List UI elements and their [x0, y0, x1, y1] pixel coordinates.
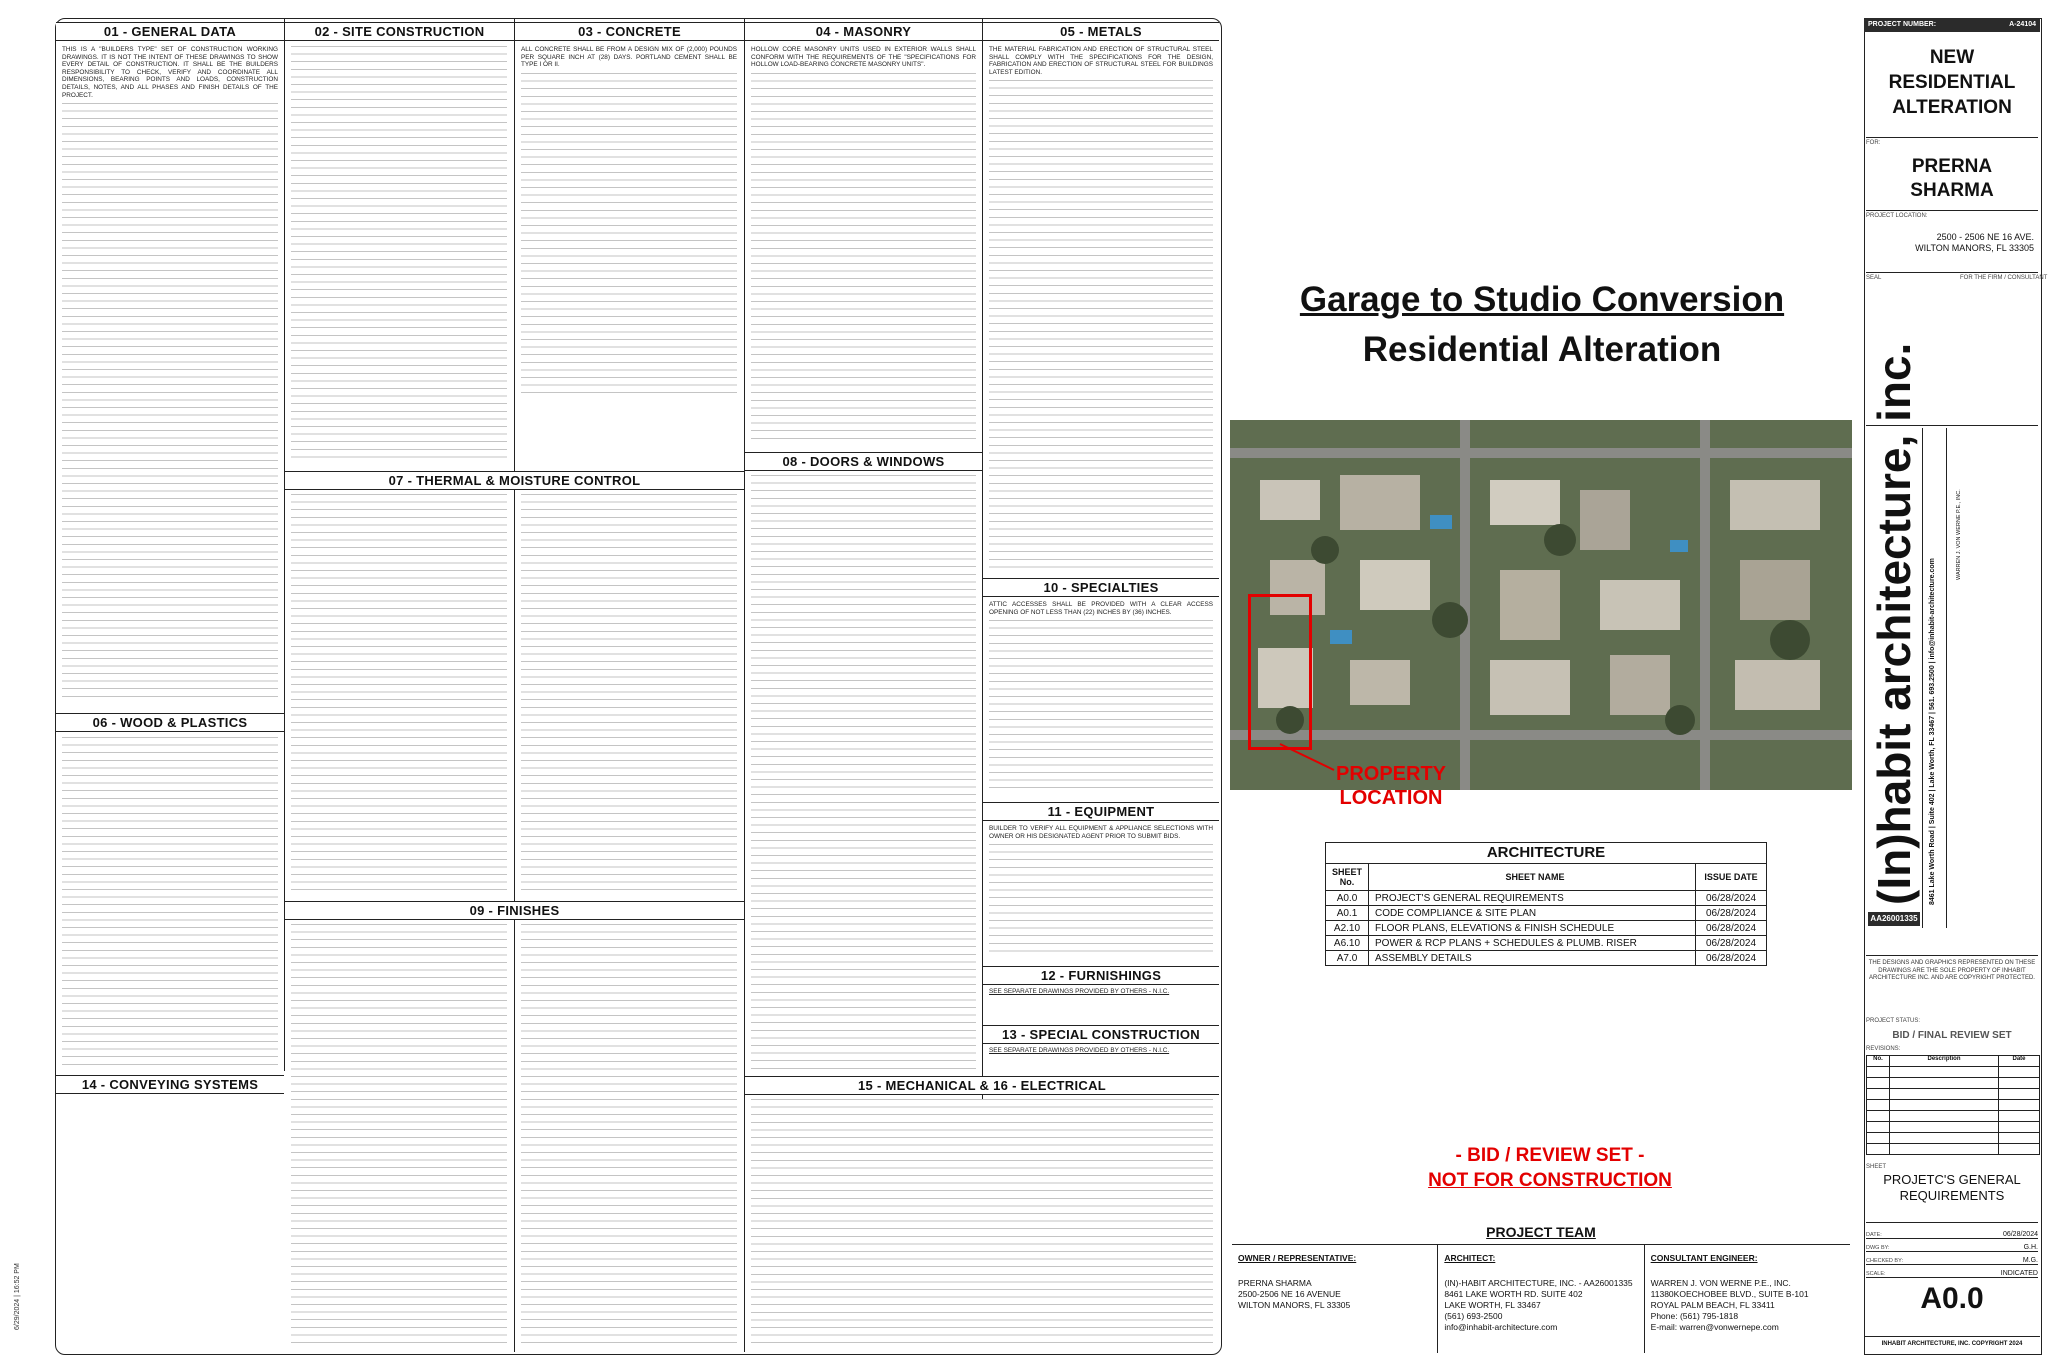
rev-col-desc: Description — [1890, 1056, 1999, 1066]
revisions-label: REVISIONS: — [1866, 1046, 1901, 1052]
sheet-number: A0.0 — [1920, 1282, 1984, 1315]
revision-row — [1867, 1100, 2039, 1111]
architect-role: ARCHITECT: — [1444, 1253, 1496, 1263]
aerial-photo — [1230, 420, 1852, 790]
divider — [284, 469, 285, 1071]
firm-logo: (In)habit architecture, inc. — [1868, 342, 1920, 905]
issue-date: 06/28/2024 — [1705, 892, 1757, 904]
divider — [744, 19, 745, 1352]
copyright-note: THE DESIGNS AND GRAPHICS REPRESENTED ON THESE DRAWINGS ARE THE SOLE PROPERTY OF INHABIT ARCHITECTURE INC. AND ARE COPYRIGHT PROTECTED. — [1868, 960, 2036, 981]
issue-date: 06/28/2024 — [1705, 907, 1757, 919]
bid-review-notice — [1330, 1143, 1770, 1193]
issue-date: 06/28/2024 — [1705, 952, 1757, 964]
sheet-no: A2.10 — [1326, 921, 1369, 935]
bid-line1: - BID / REVIEW SET - — [1455, 1145, 1645, 1166]
section-title-furnishings: 12 - FURNISHINGS — [983, 966, 1219, 985]
metals-notes — [989, 46, 1213, 571]
section-title-site: 02 - SITE CONSTRUCTION — [285, 22, 514, 41]
consultant-stamp: WARREN J. VON WERNE P.E., INC. — [1956, 489, 1962, 580]
section-title-special-construction: 13 - SPECIAL CONSTRUCTION — [983, 1025, 1219, 1044]
section-title-wood: 06 - WOOD & PLASTICS — [56, 713, 284, 732]
wood-plastics-notes — [62, 737, 278, 1067]
project-title-word: NEW — [1929, 47, 1975, 68]
property-location-marker — [1248, 594, 1312, 750]
section-title-mech-elec: 15 - MECHANICAL & 16 - ELECTRICAL — [745, 1076, 1219, 1095]
client-last: SHARMA — [1910, 180, 1994, 201]
project-title-line1: Garage to Studio Conversion — [1299, 280, 1785, 319]
sheet-name-line: REQUIREMENTS — [1899, 1188, 2005, 1203]
project-number: A-24104 — [2009, 21, 2036, 28]
specialties-notes — [989, 601, 1213, 796]
section-title-conveying: 14 - CONVEYING SYSTEMS — [56, 1075, 284, 1094]
revision-row — [1867, 1133, 2039, 1144]
location-line: 2500 - 2506 NE 16 AVE. — [1936, 232, 2034, 242]
sheet-index-heading: ARCHITECTURE — [1326, 843, 1766, 864]
project-title-word: RESIDENTIAL — [1888, 72, 2016, 93]
meta-value: M.G. — [2022, 1257, 2038, 1264]
meta-key: SCALE: — [1866, 1271, 1886, 1277]
location-label: PROJECT LOCATION: — [1866, 213, 1928, 219]
mech-elec-notes — [751, 1099, 1213, 1347]
sheet-no: A6.10 — [1326, 936, 1369, 950]
meta-row — [1866, 1252, 2038, 1265]
sheet-name: CODE COMPLIANCE & SITE PLAN — [1369, 906, 1696, 920]
sheet-name: FLOOR PLANS, ELEVATIONS & FINISH SCHEDULE — [1369, 921, 1696, 935]
sheet-name: POWER & RCP PLANS + SCHEDULES & PLUMB. RISER — [1369, 936, 1696, 950]
table-row — [1326, 921, 1766, 936]
project-title-line2: Residential Alteration — [1362, 330, 1722, 369]
project-status: BID / FINAL REVIEW SET — [1892, 1030, 2012, 1041]
meta-key: DWG BY: — [1866, 1245, 1890, 1251]
furnishings-notes — [989, 988, 1213, 1018]
revisions-table — [1866, 1055, 2040, 1155]
revision-row — [1867, 1144, 2039, 1154]
col-sheet-name: SHEET NAME — [1369, 864, 1696, 890]
section-title-specialties: 10 - SPECIALTIES — [983, 578, 1219, 597]
location-line: WILTON MANORS, FL 33305 — [1915, 243, 2034, 253]
property-label-line1: PROPERTY — [1336, 763, 1447, 785]
doors-windows-notes — [751, 475, 976, 1070]
revision-row — [1867, 1111, 2039, 1122]
project-number-bar — [1864, 18, 2040, 32]
special-construction-lead: SEE SEPARATE DRAWINGS PROVIDED BY OTHERS - N.I.C. — [989, 1047, 1170, 1054]
section-title-thermal: 07 - THERMAL & MOISTURE CONTROL — [285, 471, 744, 490]
table-row — [1326, 951, 1766, 965]
plot-date: 6/29/2024 | 16:52 PM — [14, 1263, 21, 1330]
owner-line: WILTON MANORS, FL 33305 — [1238, 1300, 1351, 1310]
engineer-block — [1645, 1245, 1850, 1353]
section-title-finishes: 09 - FINISHES — [285, 901, 744, 920]
engineer-line: ROYAL PALM BEACH, FL 33411 — [1650, 1300, 1775, 1310]
drawing-metadata — [1866, 1226, 2038, 1278]
meta-value: 06/28/2024 — [2002, 1231, 2038, 1238]
status-label: PROJECT STATUS: — [1866, 1018, 1921, 1024]
site-construction-notes — [291, 46, 507, 461]
license-number: AA26001335 — [1868, 912, 1920, 926]
specialties-lead: ATTIC ACCESSES SHALL BE PROVIDED WITH A CLEAR ACCESS OPENING OF NOT LESS THAN (22) INCHES BY (36) INCHES. — [989, 601, 1213, 616]
divider — [1922, 428, 1923, 928]
table-row — [1326, 891, 1766, 906]
project-team — [1232, 1224, 1850, 1353]
metals-lead: THE MATERIAL FABRICATION AND ERECTION OF STRUCTURAL STEEL SHALL COMPLY WITH THE SPECIFICATIONS FOR THE DESIGN, FABRICATION AND ERECTION OF STRUCTURAL STEEL FOR BUILDINGS LATEST EDITION. — [989, 46, 1213, 76]
sheet-index-header-row — [1326, 864, 1766, 891]
divider — [284, 19, 285, 469]
thermal-notes-right — [521, 494, 737, 894]
section-title-masonry: 04 - MASONRY — [745, 22, 982, 41]
section-title-general: 01 - GENERAL DATA — [56, 22, 284, 41]
meta-value: G.H. — [2023, 1244, 2038, 1251]
rev-col-no: No. — [1867, 1056, 1890, 1066]
col-sheet-no: SHEET No. — [1326, 864, 1369, 890]
for-label: FOR: — [1866, 140, 1881, 146]
engineer-email: E-mail: warren@vonwernepe.com — [1650, 1322, 1779, 1332]
divider — [1866, 272, 2038, 273]
col-issue-date: ISSUE DATE — [1704, 872, 1758, 882]
section-title-doors: 08 - DOORS & WINDOWS — [745, 452, 982, 471]
sheet-name-line: PROJETC'S GENERAL — [1883, 1172, 2021, 1187]
owner-line: 2500-2506 NE 16 AVENUE — [1238, 1289, 1341, 1299]
project-location — [1868, 232, 2034, 254]
equipment-notes — [989, 825, 1213, 960]
meta-row — [1866, 1239, 2038, 1252]
table-row — [1326, 936, 1766, 951]
concrete-notes — [521, 46, 737, 406]
divider — [1866, 137, 2038, 138]
sheet-no: A0.1 — [1326, 906, 1369, 920]
rev-col-date: Date — [2012, 1056, 2026, 1062]
property-label-line2: LOCATION — [1339, 787, 1443, 809]
aerial-map — [1230, 420, 1852, 790]
firm-address-strip: 8461 Lake Worth Road | Suite 402 | Lake Worth, FL 33467 | 561. 693.2500 | info@inhabit-architecture.com — [1929, 558, 1936, 905]
thermal-notes-left — [291, 494, 507, 894]
architect-line: LAKE WORTH, FL 33467 — [1444, 1300, 1541, 1310]
furnishings-lead: SEE SEPARATE DRAWINGS PROVIDED BY OTHERS - N.I.C. — [989, 988, 1170, 995]
revision-row — [1867, 1089, 2039, 1100]
revisions-header — [1867, 1056, 2039, 1067]
meta-key: DATE: — [1866, 1232, 1882, 1238]
project-title-word: ALTERATION — [1892, 97, 2012, 118]
sheet-name: ASSEMBLY DETAILS — [1369, 951, 1696, 965]
title-block-project — [1864, 45, 2040, 120]
client-first: PRERNA — [1911, 156, 1993, 177]
owner-block — [1232, 1245, 1438, 1353]
special-construction-notes — [989, 1047, 1213, 1069]
architect-line: 8461 LAKE WORTH RD. SUITE 402 — [1444, 1289, 1583, 1299]
engineer-line: 11380KOECHOBEE BLVD., SUITE B-101 — [1650, 1289, 1809, 1299]
engineer-role: CONSULTANT ENGINEER: — [1650, 1253, 1758, 1263]
finishes-notes-right — [521, 924, 737, 1344]
masonry-notes — [751, 46, 976, 444]
bid-line2: NOT FOR CONSTRUCTION — [1428, 1170, 1672, 1191]
general-data-lead: THIS IS A "BUILDERS TYPE" SET OF CONSTRUCTION WORKING DRAWINGS. IT IS NOT THE INTENT OF THESE DRAWINGS TO SHOW EVERY DETAIL OF CONSTRUCTION. IT SHALL BE THE BUILDERS RESPONSIBILITY TO CHECK, VERIFY AND COORDINATE ALL DIMENSIONS, BEARING POINTS AND LOADS, CONSTRUCTION DETAILS, NOTES, AND ALL PHASES AND FINISH DETAILS OF THE PROJECT. — [62, 46, 278, 99]
divider — [1946, 428, 1947, 928]
project-team-title: PROJECT TEAM — [1232, 1224, 1850, 1245]
revision-row — [1867, 1067, 2039, 1078]
title-block-footer: INHABIT ARCHITECTURE, INC. COPYRIGHT 2024 — [1864, 1336, 2040, 1351]
owner-role: OWNER / REPRESENTATIVE: — [1238, 1253, 1357, 1263]
divider — [1866, 1222, 2038, 1223]
masonry-lead: HOLLOW CORE MASONRY UNITS USED IN EXTERIOR WALLS SHALL CONFORM WITH THE REQUIREMENTS OF THE "SPECIFICATIONS FOR HOLLOW LOAD-BEARING CONCRETE MASONRY UNITS". — [751, 46, 976, 69]
section-title-metals: 05 - METALS — [983, 22, 1219, 41]
meta-row — [1866, 1226, 2038, 1239]
meta-value: INDICATED — [2000, 1270, 2038, 1277]
table-row — [1326, 906, 1766, 921]
architect-block — [1438, 1245, 1644, 1353]
divider — [514, 19, 515, 469]
general-data-notes — [62, 46, 278, 706]
divider — [1866, 210, 2038, 211]
revision-row — [1867, 1122, 2039, 1133]
section-title-equipment: 11 - EQUIPMENT — [983, 802, 1219, 821]
architect-email: info@inhabit-architecture.com — [1444, 1322, 1558, 1332]
equipment-lead: BUILDER TO VERIFY ALL EQUIPMENT & APPLIANCE SELECTIONS WITH OWNER OR HIS DESIGNATED AGENT PRIOR TO SUBMIT BIDS. — [989, 825, 1213, 840]
seal-label: SEAL — [1866, 275, 1882, 281]
issue-date: 06/28/2024 — [1705, 937, 1757, 949]
engineer-line: WARREN J. VON WERNE P.E., INC. — [1650, 1278, 1791, 1288]
architect-line: (IN)-HABIT ARCHITECTURE, INC. - AA26001335 — [1444, 1278, 1633, 1288]
sheet-name — [1864, 1172, 2040, 1204]
issue-date: 06/28/2024 — [1705, 922, 1757, 934]
owner-line: PRERNA SHARMA — [1238, 1278, 1312, 1288]
divider — [1866, 955, 2038, 956]
sheet-label: SHEET — [1866, 1164, 1887, 1170]
section-title-concrete: 03 - CONCRETE — [515, 22, 744, 41]
meta-key: CHECKED BY: — [1866, 1258, 1903, 1264]
architecture-sheet-index — [1325, 842, 1767, 966]
revision-row — [1867, 1078, 2039, 1089]
sheet-no: A0.0 — [1326, 891, 1369, 905]
client-name — [1864, 155, 2040, 203]
meta-row — [1866, 1265, 2038, 1278]
firm-label: FOR THE FIRM / CONSULTANT — [1960, 275, 2048, 281]
concrete-lead: ALL CONCRETE SHALL BE FROM A DESIGN MIX OF (2,000) POUNDS PER SQUARE INCH AT (28) DAYS. PORTLAND CEMENT SHALL BE TYPE I OR II. — [521, 46, 737, 69]
divider — [982, 19, 983, 1099]
project-number-label: PROJECT NUMBER: — [1868, 21, 1937, 28]
sheet-name: PROJECT'S GENERAL REQUIREMENTS — [1369, 891, 1696, 905]
finishes-notes-left — [291, 924, 507, 1344]
engineer-line: Phone: (561) 795-1818 — [1650, 1311, 1739, 1321]
sheet-no: A7.0 — [1326, 951, 1369, 965]
architect-line: (561) 693-2500 — [1444, 1311, 1503, 1321]
property-arrow — [1276, 740, 1356, 780]
